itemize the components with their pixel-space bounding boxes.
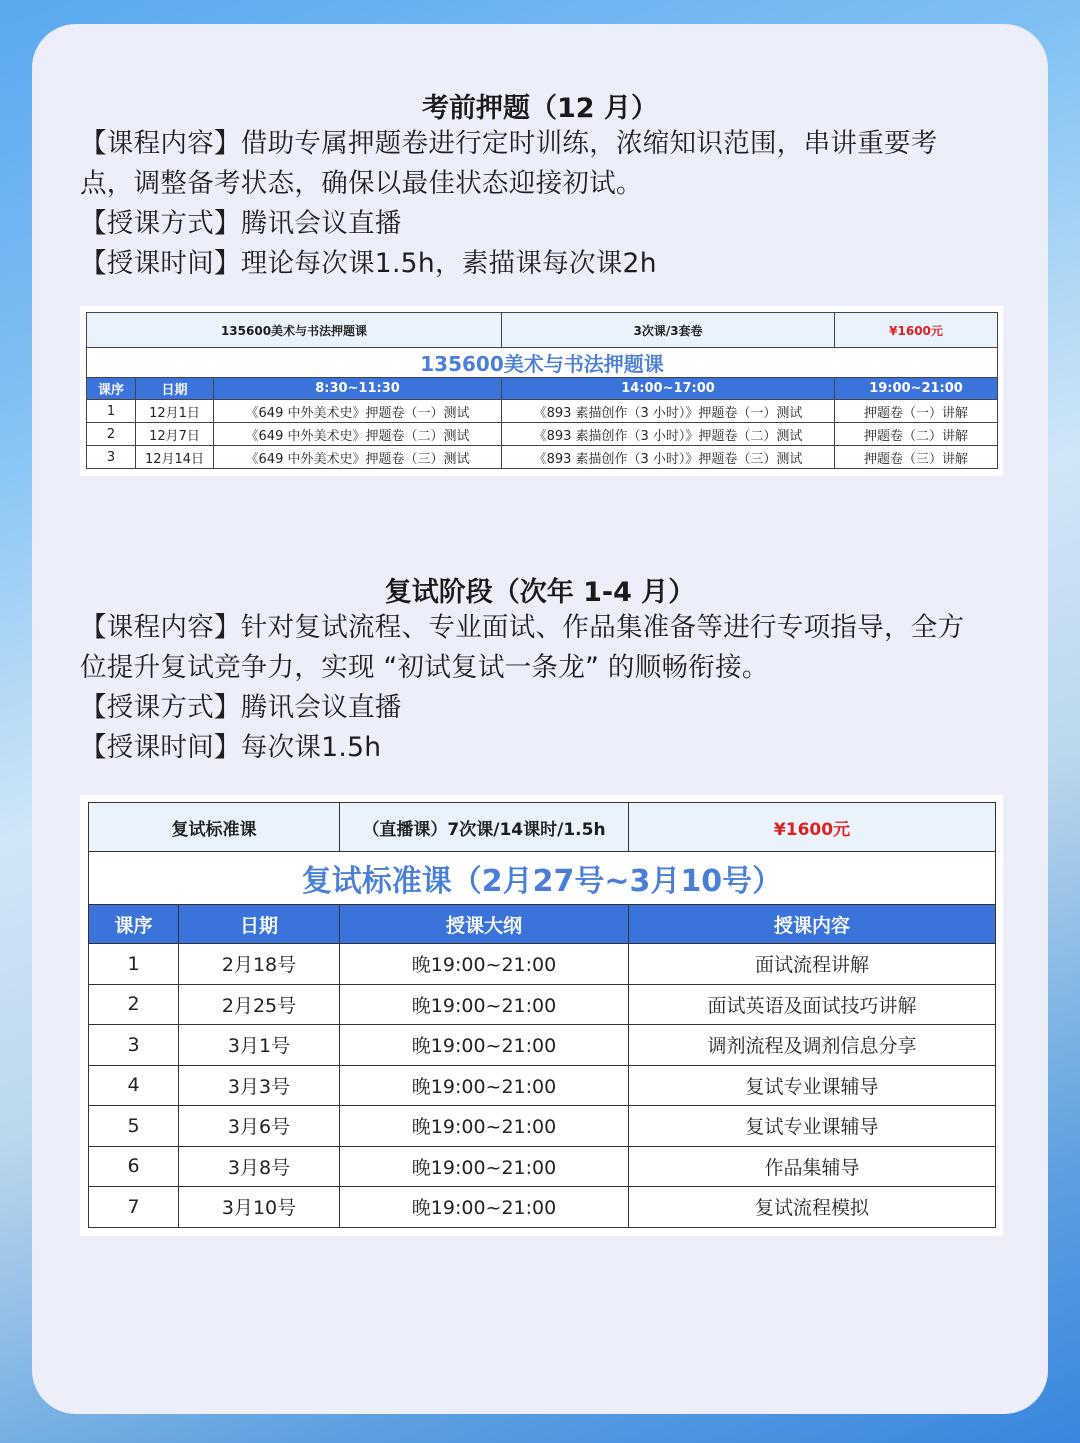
- table-cell: 3月1号: [179, 1025, 340, 1066]
- table-cell: 4: [89, 1065, 179, 1106]
- table-cell: 12月7日: [136, 423, 214, 446]
- table2-header-row: [89, 803, 996, 852]
- table-cell: 复试流程模拟: [629, 1187, 996, 1228]
- table2-column-headers: [89, 905, 996, 944]
- table-cell: 《649 中外美术史》押题卷（二）测试: [214, 423, 502, 446]
- table1-header-row: [87, 313, 998, 348]
- table1-image: [80, 306, 1003, 476]
- table-cell: 晚19:00~21:00: [340, 1106, 629, 1147]
- table-row: [89, 1025, 996, 1066]
- table2-col-header: 日期: [179, 905, 340, 944]
- table-cell: 5: [89, 1106, 179, 1147]
- table-cell: 《893 素描创作（3 小时）》押题卷（三）测试: [502, 446, 835, 469]
- table-cell: 6: [89, 1146, 179, 1187]
- table-cell: 3月8号: [179, 1146, 340, 1187]
- table-row: [89, 1106, 996, 1147]
- section2-time: 【授课时间】每次课1.5h: [80, 732, 382, 763]
- table-cell: 2月18号: [179, 944, 340, 985]
- table2-col-header: 课序: [89, 905, 179, 944]
- section1-method: 【授课方式】腾讯会议直播: [80, 208, 402, 239]
- table-cell: 作品集辅导: [629, 1146, 996, 1187]
- table-cell: 2: [87, 423, 136, 446]
- table1-caption: 135600美术与书法押题课: [87, 348, 998, 378]
- table1-col-header: 19:00~21:00: [835, 378, 998, 400]
- table-cell: 押题卷（二）讲解: [835, 423, 998, 446]
- table-row: [89, 1187, 996, 1228]
- table-cell: 晚19:00~21:00: [340, 1025, 629, 1066]
- table2-course-name: 复试标准课: [89, 803, 340, 852]
- section2-content-line1: 【课程内容】针对复试流程、专业面试、作品集准备等进行专项指导，全方: [80, 612, 965, 643]
- table-row: [87, 400, 998, 423]
- table-row: [89, 944, 996, 985]
- table-cell: 晚19:00~21:00: [340, 944, 629, 985]
- table1-column-headers: [87, 378, 998, 400]
- table-row: [87, 423, 998, 446]
- table-cell: 1: [89, 944, 179, 985]
- table-cell: 1: [87, 400, 136, 423]
- table-cell: 3: [89, 1025, 179, 1066]
- table1-col-header: 14:00~17:00: [502, 378, 835, 400]
- table-cell: 晚19:00~21:00: [340, 1065, 629, 1106]
- table-cell: 《893 素描创作（3 小时）》押题卷（二）测试: [502, 423, 835, 446]
- table-row: [87, 446, 998, 469]
- table1-course-name: 135600美术与书法押题课: [87, 313, 502, 348]
- table-cell: 押题卷（一）讲解: [835, 400, 998, 423]
- table1-session-count: 3次课/3套卷: [502, 313, 835, 348]
- table1-col-header: 课序: [87, 378, 136, 400]
- table2-price: ¥1600元: [629, 803, 996, 852]
- table-cell: 晚19:00~21:00: [340, 984, 629, 1025]
- table-cell: 2: [89, 984, 179, 1025]
- table-cell: 3: [87, 446, 136, 469]
- section2-content-line2: 位提升复试竞争力，实现 “初试复试一条龙” 的顺畅衔接。: [80, 652, 769, 683]
- table2-col-header: 授课大纲: [340, 905, 629, 944]
- table-cell: 3月3号: [179, 1065, 340, 1106]
- table2-caption-row: [89, 852, 996, 905]
- table2-session-count: （直播课）7次课/14课时/1.5h: [340, 803, 629, 852]
- table-cell: 12月14日: [136, 446, 214, 469]
- table-cell: 《649 中外美术史》押题卷（三）测试: [214, 446, 502, 469]
- table1-price: ¥1600元: [835, 313, 998, 348]
- table-cell: 12月1日: [136, 400, 214, 423]
- table-cell: 调剂流程及调剂信息分享: [629, 1025, 996, 1066]
- table-cell: 2月25号: [179, 984, 340, 1025]
- section2-method: 【授课方式】腾讯会议直播: [80, 692, 402, 723]
- table1-caption-row: [87, 348, 998, 378]
- table-cell: 晚19:00~21:00: [340, 1146, 629, 1187]
- table2-caption: 复试标准课（2月27号~3月10号）: [89, 852, 996, 905]
- table-cell: 面试流程讲解: [629, 944, 996, 985]
- table-row: [89, 984, 996, 1025]
- section1-content-line2: 点，调整备考状态，确保以最佳状态迎接初试。: [80, 168, 643, 199]
- section1-title: 考前押题（12 月）: [422, 93, 658, 124]
- section1-time: 【授课时间】理论每次课1.5h，素描课每次课2h: [80, 248, 657, 279]
- table-cell: 3月10号: [179, 1187, 340, 1228]
- table1-col-header: 日期: [136, 378, 214, 400]
- table2-image: [80, 795, 1003, 1236]
- table-cell: 3月6号: [179, 1106, 340, 1147]
- exam-prep-table: [86, 312, 998, 469]
- table-cell: 押题卷（三）讲解: [835, 446, 998, 469]
- table-row: [89, 1146, 996, 1187]
- table1-col-header: 8:30~11:30: [214, 378, 502, 400]
- retest-table: [88, 802, 996, 1228]
- table-cell: 晚19:00~21:00: [340, 1187, 629, 1228]
- section1-content-line1: 【课程内容】借助专属押题卷进行定时训练，浓缩知识范围，串讲重要考: [80, 128, 938, 159]
- table-cell: 复试专业课辅导: [629, 1106, 996, 1147]
- table-cell: 《893 素描创作（3 小时）》押题卷（一）测试: [502, 400, 835, 423]
- table-cell: 7: [89, 1187, 179, 1228]
- table-row: [89, 1065, 996, 1106]
- section2-title: 复试阶段（次年 1-4 月）: [384, 577, 696, 608]
- table-cell: 面试英语及面试技巧讲解: [629, 984, 996, 1025]
- table-cell: 复试专业课辅导: [629, 1065, 996, 1106]
- table-cell: 《649 中外美术史》押题卷（一）测试: [214, 400, 502, 423]
- table2-col-header: 授课内容: [629, 905, 996, 944]
